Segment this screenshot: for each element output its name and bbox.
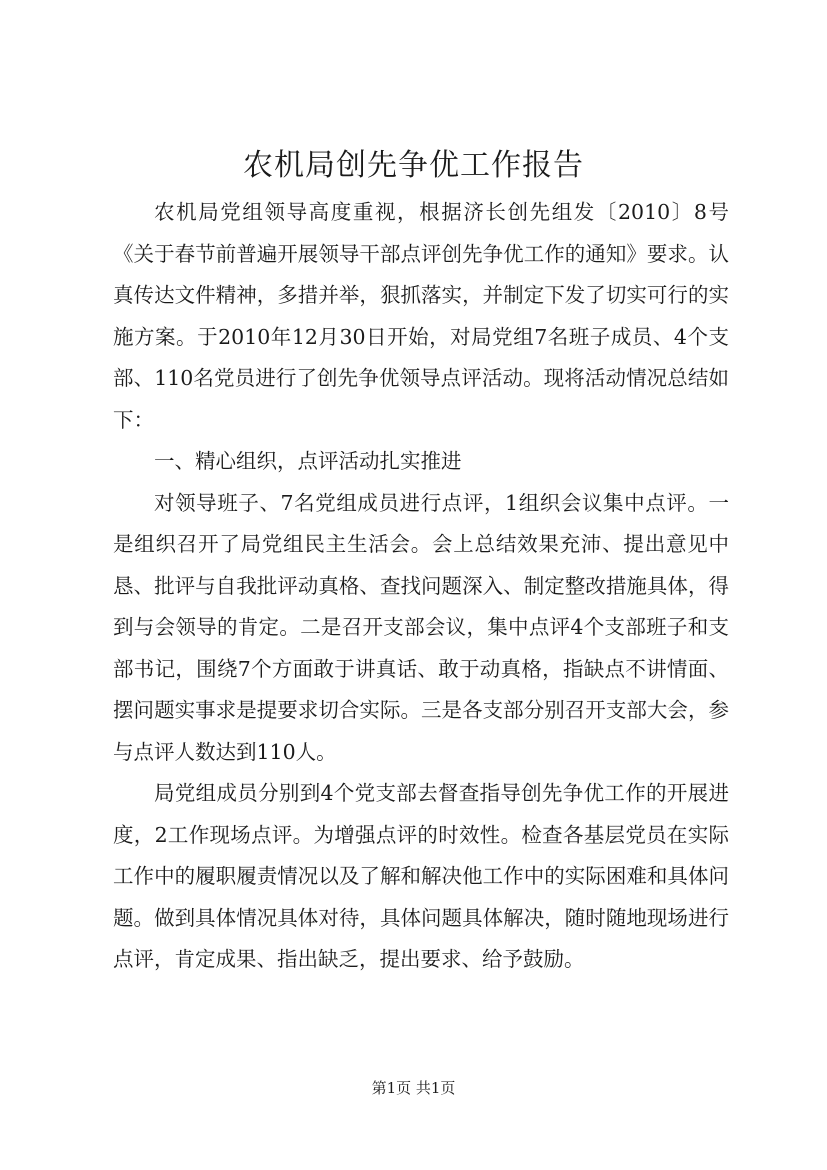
page-number-footer: 第1页 共1页 [371, 1079, 456, 1097]
document-title: 农机局创先争优工作报告 [243, 148, 584, 183]
intro-paragraph: 农机局党组领导高度重视，根据济长创先组发〔2010〕8号《关于春节前普遍开展领导干部点评创先争优工作的通知》要求。认真传达文件精神，多措并举，狠抓落实，并制定下发了切实可行的实施方案。于2010年12月30日开始，对局党组7名班子成员、4个支部、110名党员进行了创先争优领导点评活动。现将活动情况总结如下： [113, 200, 729, 432]
body-paragraph: 对领导班子、7名党组成员进行点评，1组织会议集中点评。一是组织召开了局党组民主生活会。会上总结效果充沛、提出意见中恳、批评与自我批评动真格、查找问题深入、制定整改措施具体，得到与会领导的肯定。二是召开支部会议，集中点评4个支部班子和支部书记，围绕7个方面敢于讲真话、敢于动真格，指缺点不讲情面、摆问题实事求是提要求切合实际。三是各支部分别召开支部大会，参与点评人数达到110人。 [113, 490, 729, 764]
section-heading: 一、精心组织，点评活动扎实推进 [154, 449, 462, 473]
document-body [113, 192, 729, 981]
body-paragraph: 局党组成员分别到4个党支部去督查指导创先争优工作的开展进度，2工作现场点评。为增强点评的时效性。检查各基层党员在实际工作中的履职履责情况以及了解和解决他工作中的实际困难和具体问题。做到具体情况具体对待，具体问题具体解决，随时随地现场进行点评，肯定成果、指出缺乏，提出要求、给予鼓励。 [113, 781, 729, 971]
